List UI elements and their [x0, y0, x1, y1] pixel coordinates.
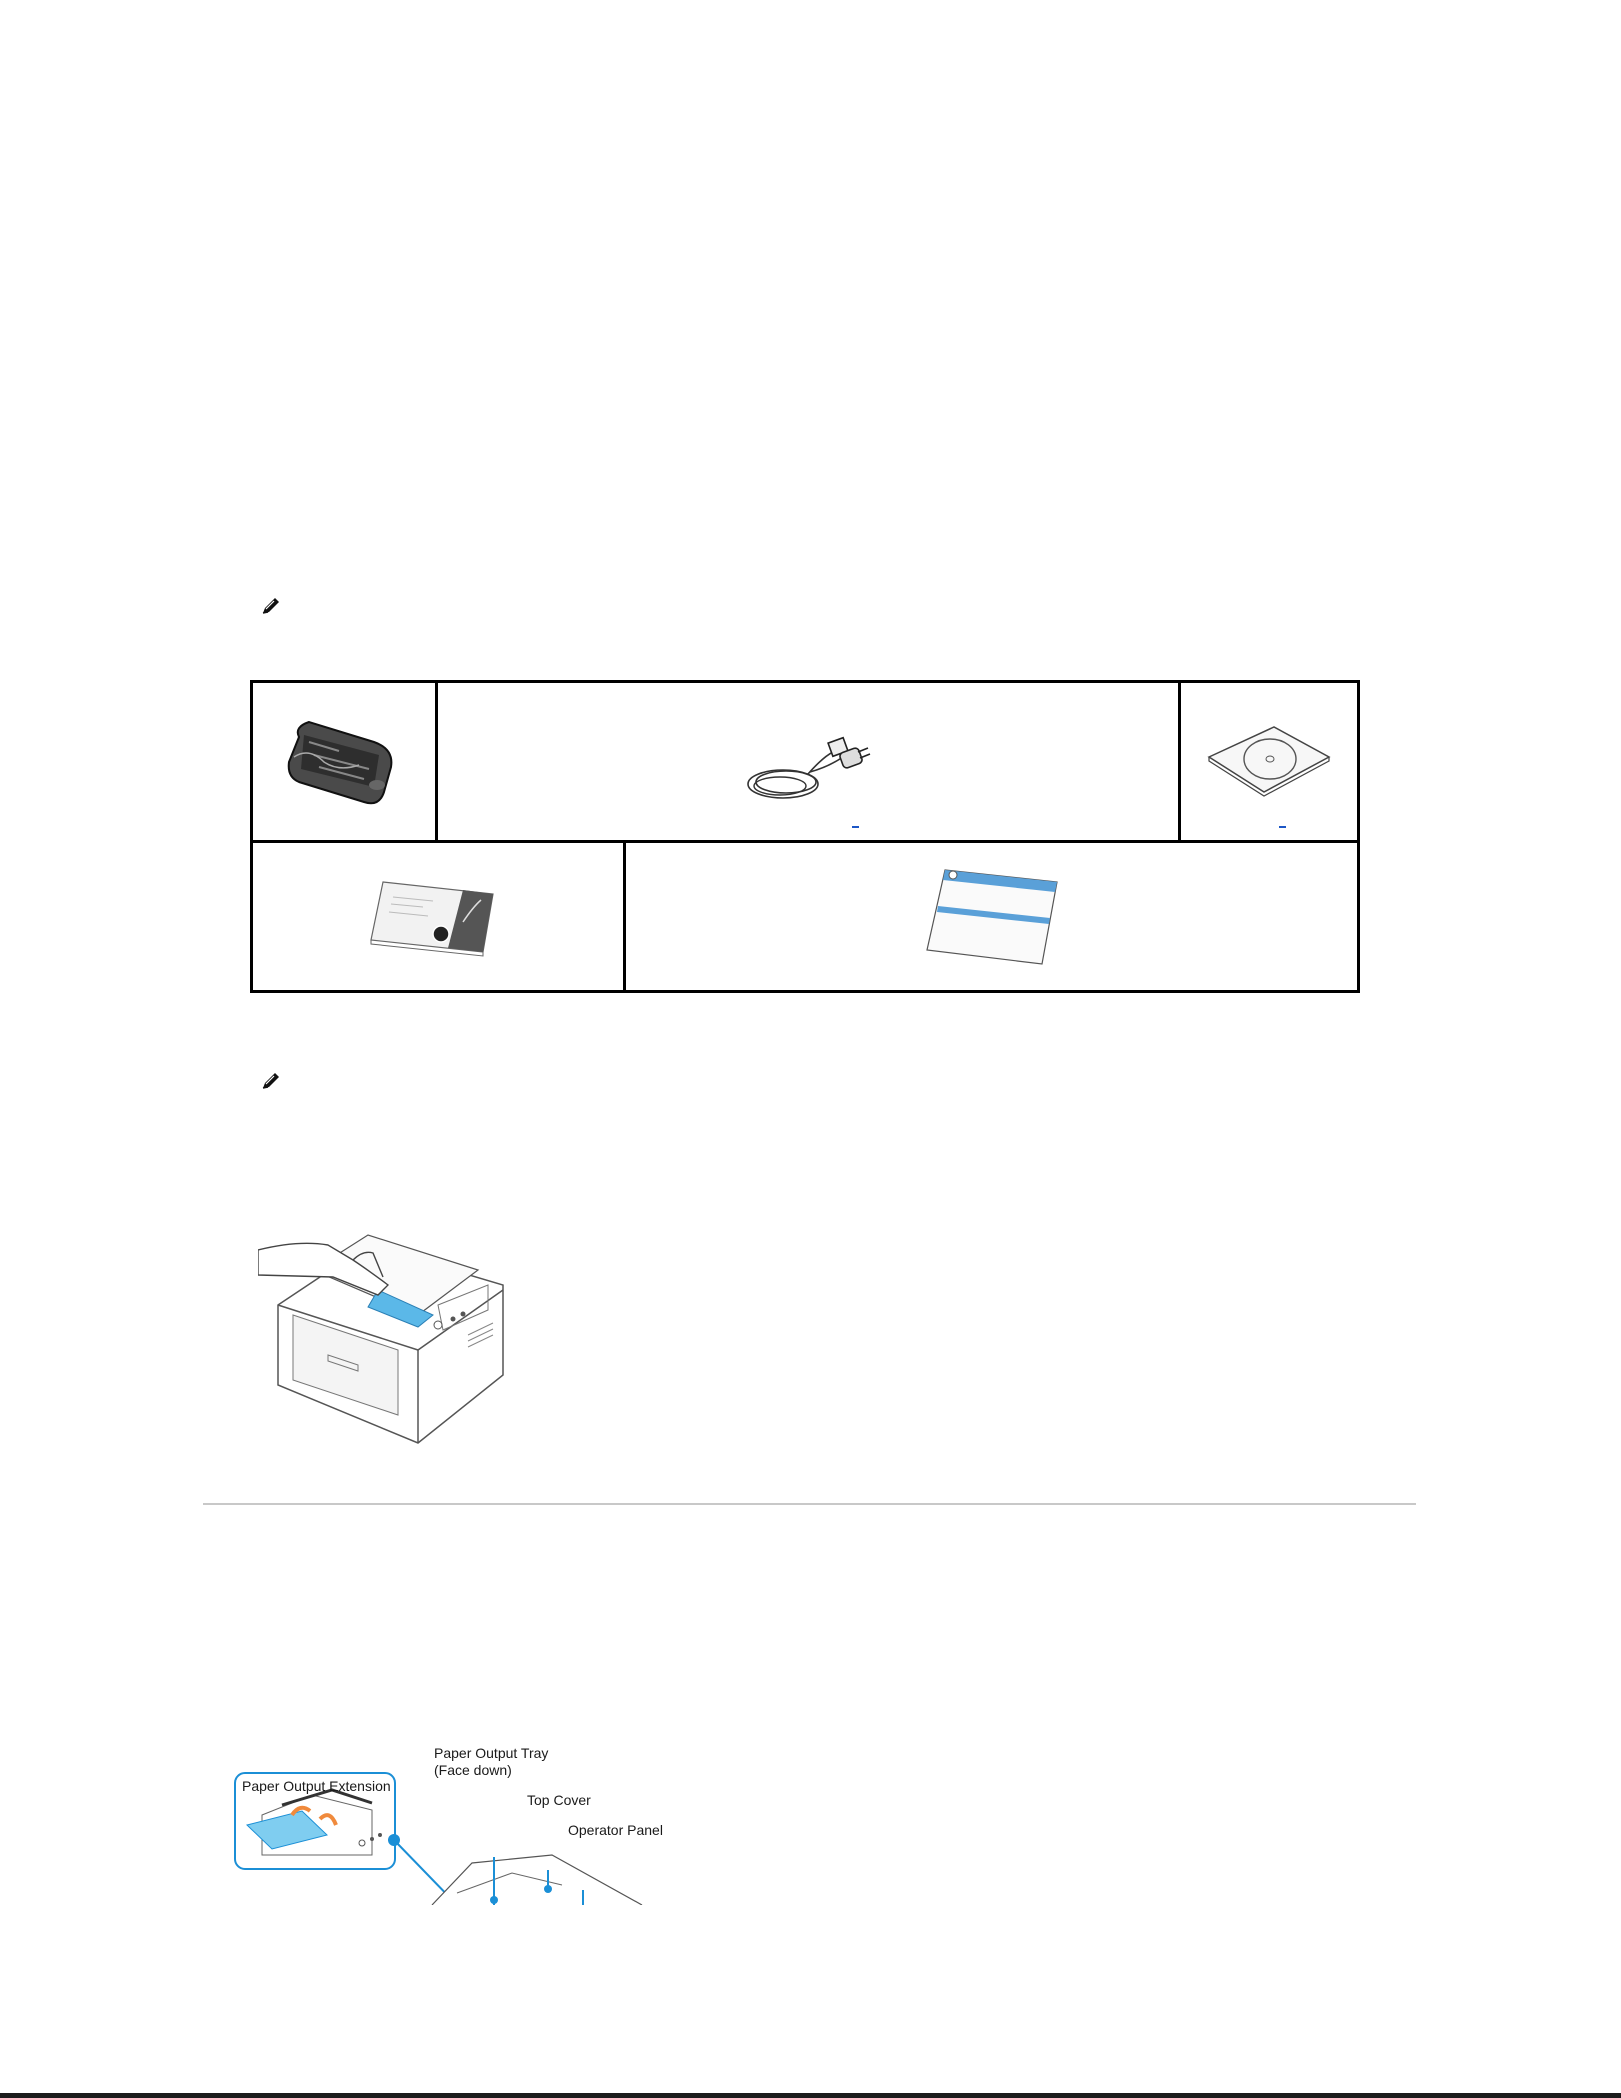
- callout-operator-panel: Operator Panel: [568, 1822, 663, 1838]
- toner-cartridge-cell: [252, 682, 437, 842]
- page-bottom-rule: [0, 2093, 1621, 2098]
- footnote-link-mark[interactable]: [852, 826, 859, 828]
- power-cord-icon: [738, 712, 878, 812]
- paper-sheet-cell: [625, 842, 1359, 992]
- cd-icon: [1204, 712, 1334, 812]
- callout-top-cover: Top Cover: [527, 1792, 591, 1808]
- pencil-note-icon: [260, 596, 282, 616]
- pencil-note-icon: [260, 1071, 282, 1091]
- document-sheet-icon: [917, 862, 1067, 972]
- toner-cartridge-icon: [279, 707, 409, 817]
- callout-paper-output-tray: Paper Output Tray: [434, 1745, 549, 1761]
- callout-paper-output-extension: Paper Output Extension: [242, 1778, 391, 1794]
- section-divider: [203, 1503, 1416, 1505]
- callout-paper-output-tray-face-down: (Face down): [434, 1762, 512, 1778]
- setup-guide-icon: [363, 872, 513, 962]
- printer-unpacking-illustration: [258, 1215, 513, 1445]
- power-cord-cell: [437, 682, 1180, 842]
- software-cd-cell: [1179, 682, 1358, 842]
- printer-components-diagram: [232, 1745, 672, 1905]
- setup-guide-cell: [252, 842, 625, 992]
- footnote-link-mark[interactable]: [1279, 826, 1286, 828]
- package-contents-table: [250, 680, 1360, 993]
